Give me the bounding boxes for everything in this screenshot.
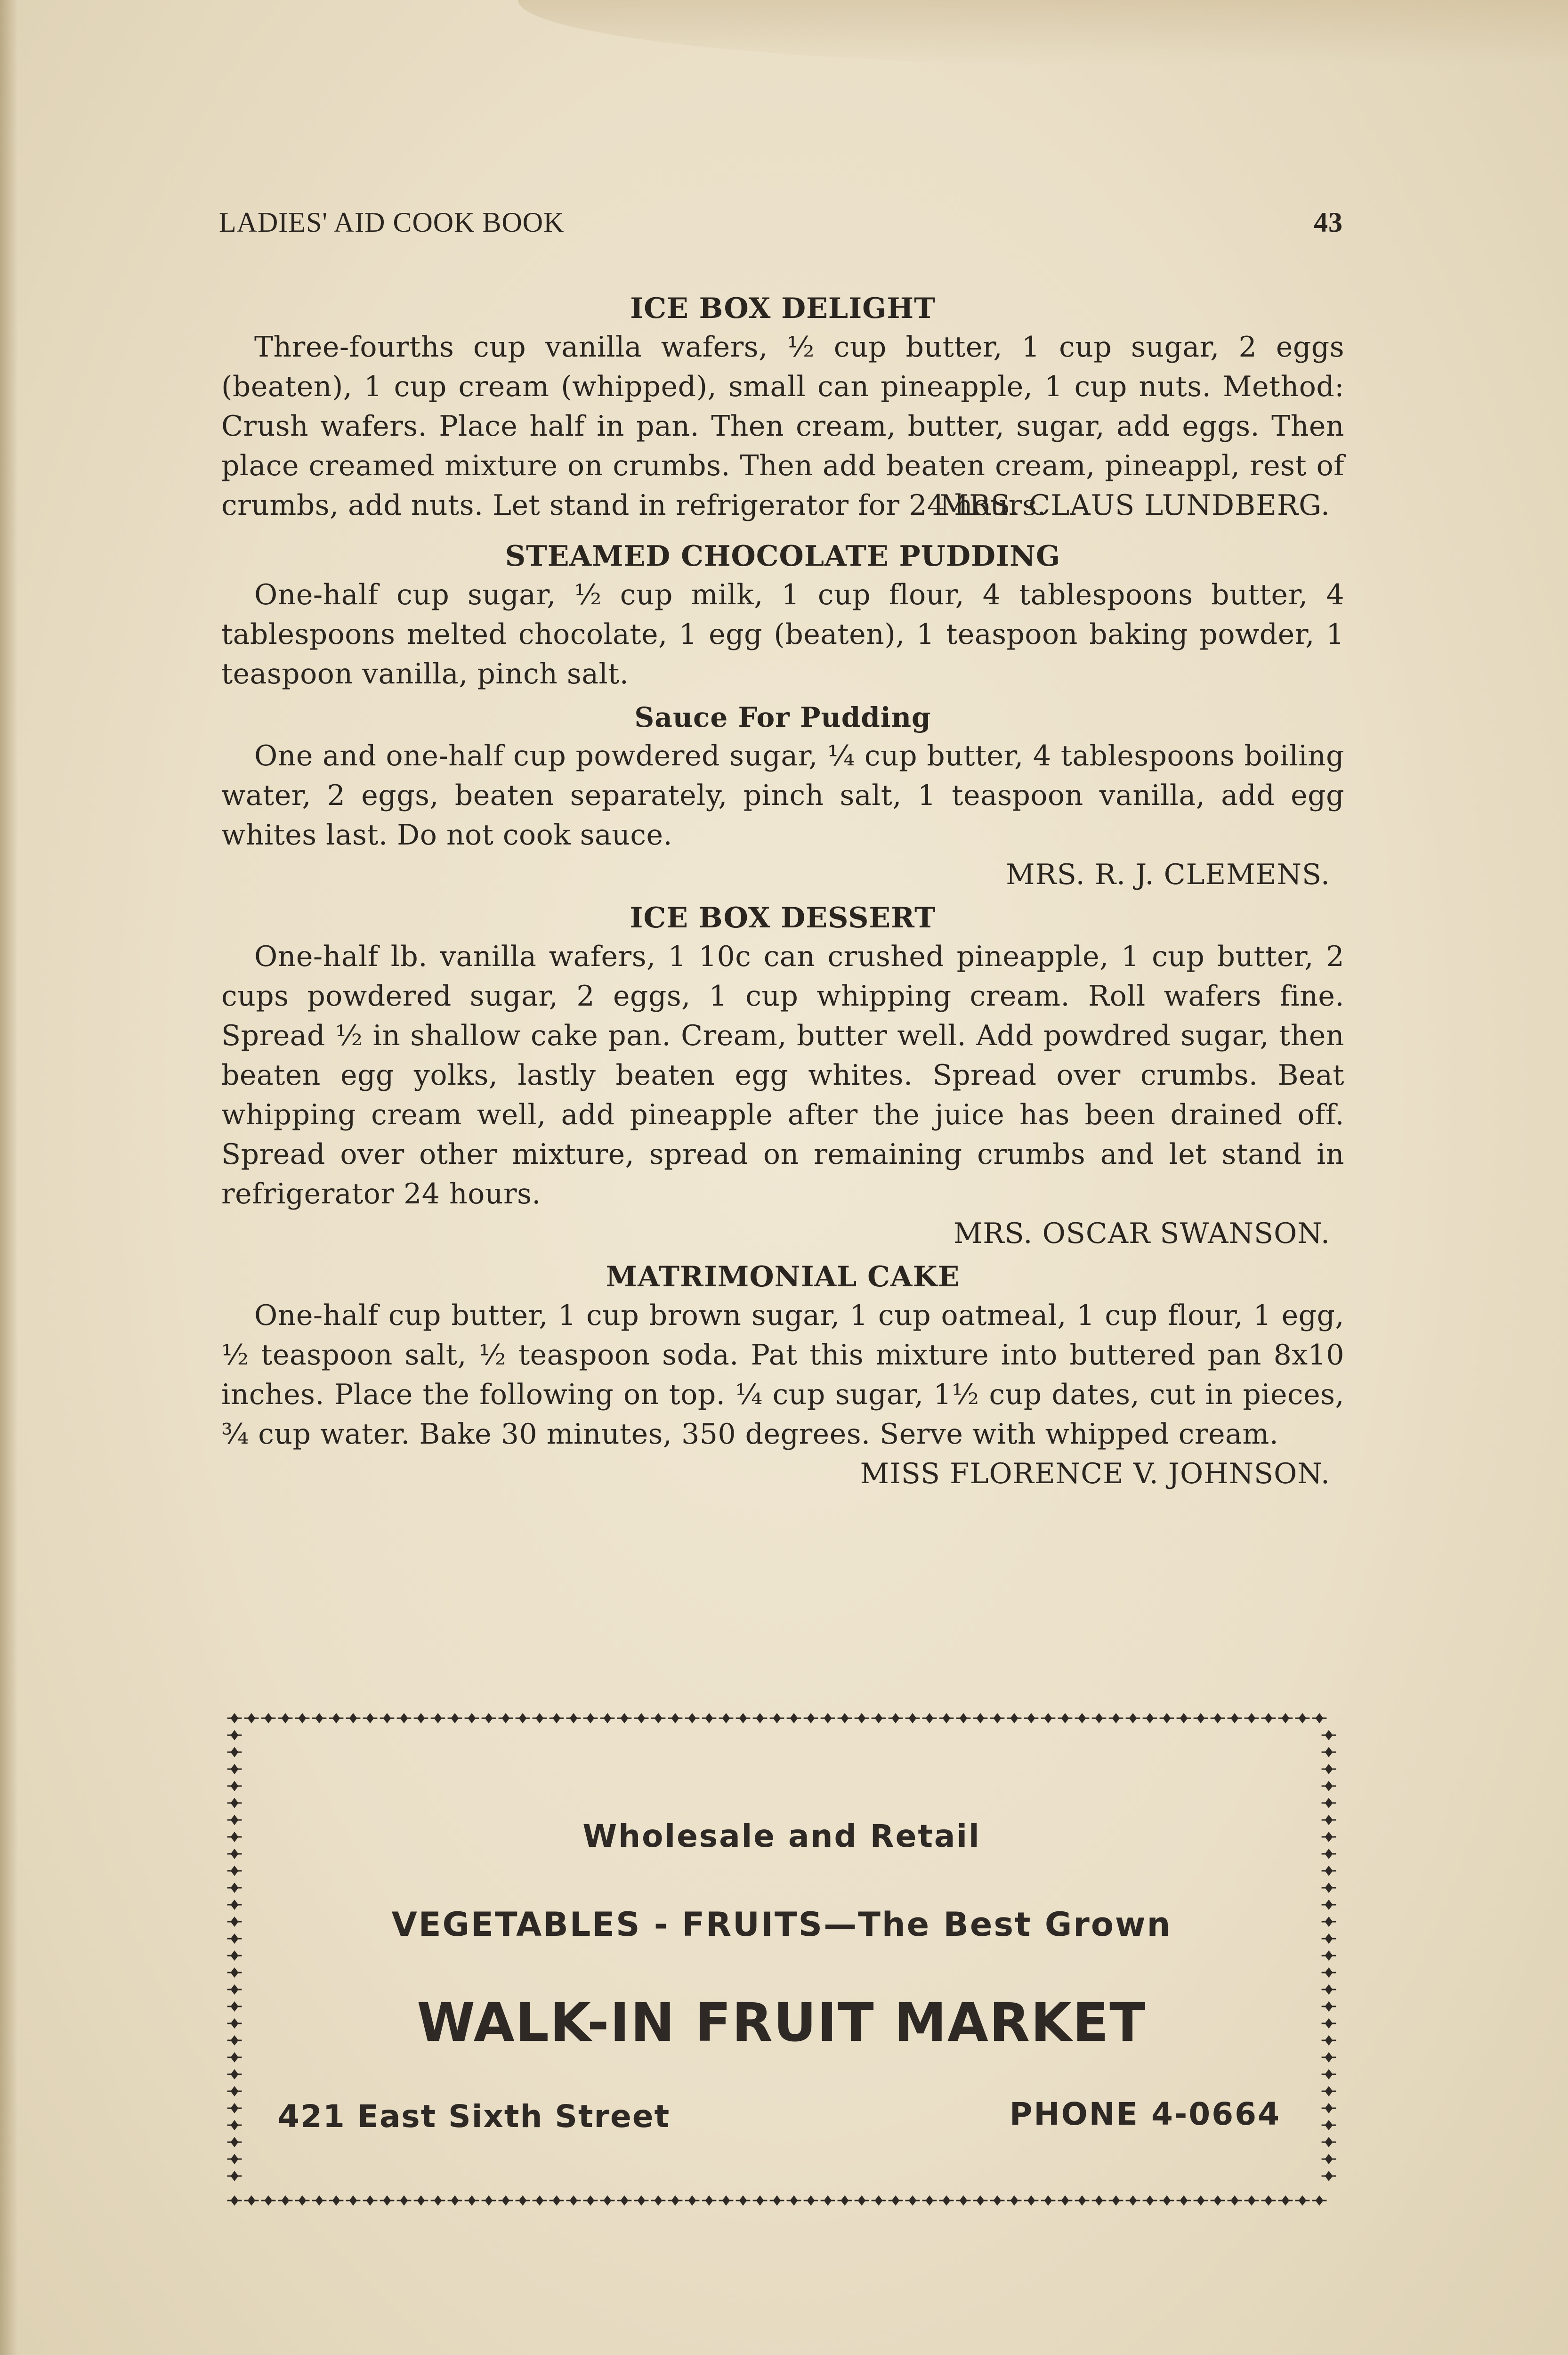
recipe-column xyxy=(221,290,1344,1494)
recipe-steamed-chocolate-pudding xyxy=(221,537,1344,694)
recipe-signature: MISS FLORENCE V. JOHNSON. xyxy=(860,1457,1330,1490)
recipe-sauce-for-pudding xyxy=(221,698,1344,894)
advertisement xyxy=(226,1710,1337,2209)
recipe-signature: MRS. R. J. CLEMENS. xyxy=(1006,858,1330,891)
recipe-text: One-half cup sugar, ½ cup milk, 1 cup flour, 4 tablespoons butter, 4 tablespoons melted chocolate, 1 egg (beaten), 1 teaspoon baking powder, 1 teaspoon vanilla, pinch salt. xyxy=(221,578,1344,690)
ad-phone: PHONE 4-0664 xyxy=(1009,2096,1281,2132)
recipe-title: ICE BOX DELIGHT xyxy=(630,292,936,325)
ad-tagline: Wholesale and Retail xyxy=(582,1818,981,1854)
recipe-text: One and one-half cup powdered sugar, ¼ cup butter, 4 tablespoons boiling water, 2 eggs, beaten separately, pinch salt, 1 teaspoon vanilla, add egg whites last. Do not cook sauce. xyxy=(221,739,1344,852)
ad-products: VEGETABLES - FRUITS—The Best Grown xyxy=(391,1905,1172,1944)
recipe-title: STEAMED CHOCOLATE PUDDING xyxy=(505,540,1061,573)
recipe-text: One-half lb. vanilla wafers, 1 10c can crushed pineapple, 1 cup butter, 2 cups powdered sugar, 2 eggs, 1 cup whipping cream. Roll wafers fine. Spread ½ in shallow cake pan. Cream, butter well. Add powdred sugar, then beaten egg yolks, lastly beaten egg whites. Spread over crumbs. Beat whipping cream well, add pineapple after the juice has been drained off. Spread over other mixture, spread on remaining crumbs and let stand in refrigerator 24 hours. xyxy=(221,940,1344,1210)
book-title: LADIES' AID COOK BOOK xyxy=(219,207,565,238)
recipe-signature: MRS. OSCAR SWANSON. xyxy=(953,1217,1330,1250)
recipe-matrimonial-cake xyxy=(221,1258,1344,1494)
recipe-ice-box-delight xyxy=(221,290,1344,525)
recipe-title: ICE BOX DESSERT xyxy=(630,901,936,934)
binding-edge xyxy=(0,0,18,2355)
recipe-text: Three-fourths cup vanilla wafers, ½ cup butter, 1 cup sugar, 2 eggs (beaten), 1 cup cream (whipped), small can pineapple, 1 cup nuts. Method: Crush wafers. Place half in pan. Then cream, butter, sugar, add eggs. Then place creamed mixture on crumbs. Then add beaten cream, pineappl, rest of crumbs, add nuts. Let stand in refrigerator for 24 hours. xyxy=(221,331,1344,522)
page-header xyxy=(219,206,1347,239)
recipe-ice-box-dessert xyxy=(221,899,1344,1253)
ad-content xyxy=(259,1738,1304,2181)
page-number: 43 xyxy=(1314,207,1343,238)
ad-business-name: WALK-IN FRUIT MARKET xyxy=(417,1992,1147,2054)
recipe-title: Sauce For Pudding xyxy=(634,701,931,733)
ad-address: 421 East Sixth Street xyxy=(278,2098,671,2135)
paper-stain xyxy=(518,0,1568,66)
recipe-title: MATRIMONIAL CAKE xyxy=(606,1260,960,1293)
recipe-text: One-half cup butter, 1 cup brown sugar, 1 cup oatmeal, 1 cup flour, 1 egg, ½ teaspoon salt, ½ teaspoon soda. Pat this mixture into buttered pan 8x10 inches. Place the following on top. ¼ cup sugar, 1½ cup dates, cut in pieces, ¾ cup water. Bake 30 minutes, 350 degrees. Serve with whipped cream. xyxy=(221,1299,1344,1451)
recipe-signature: MRS. CLAUS LUNDBERG. xyxy=(939,489,1330,522)
